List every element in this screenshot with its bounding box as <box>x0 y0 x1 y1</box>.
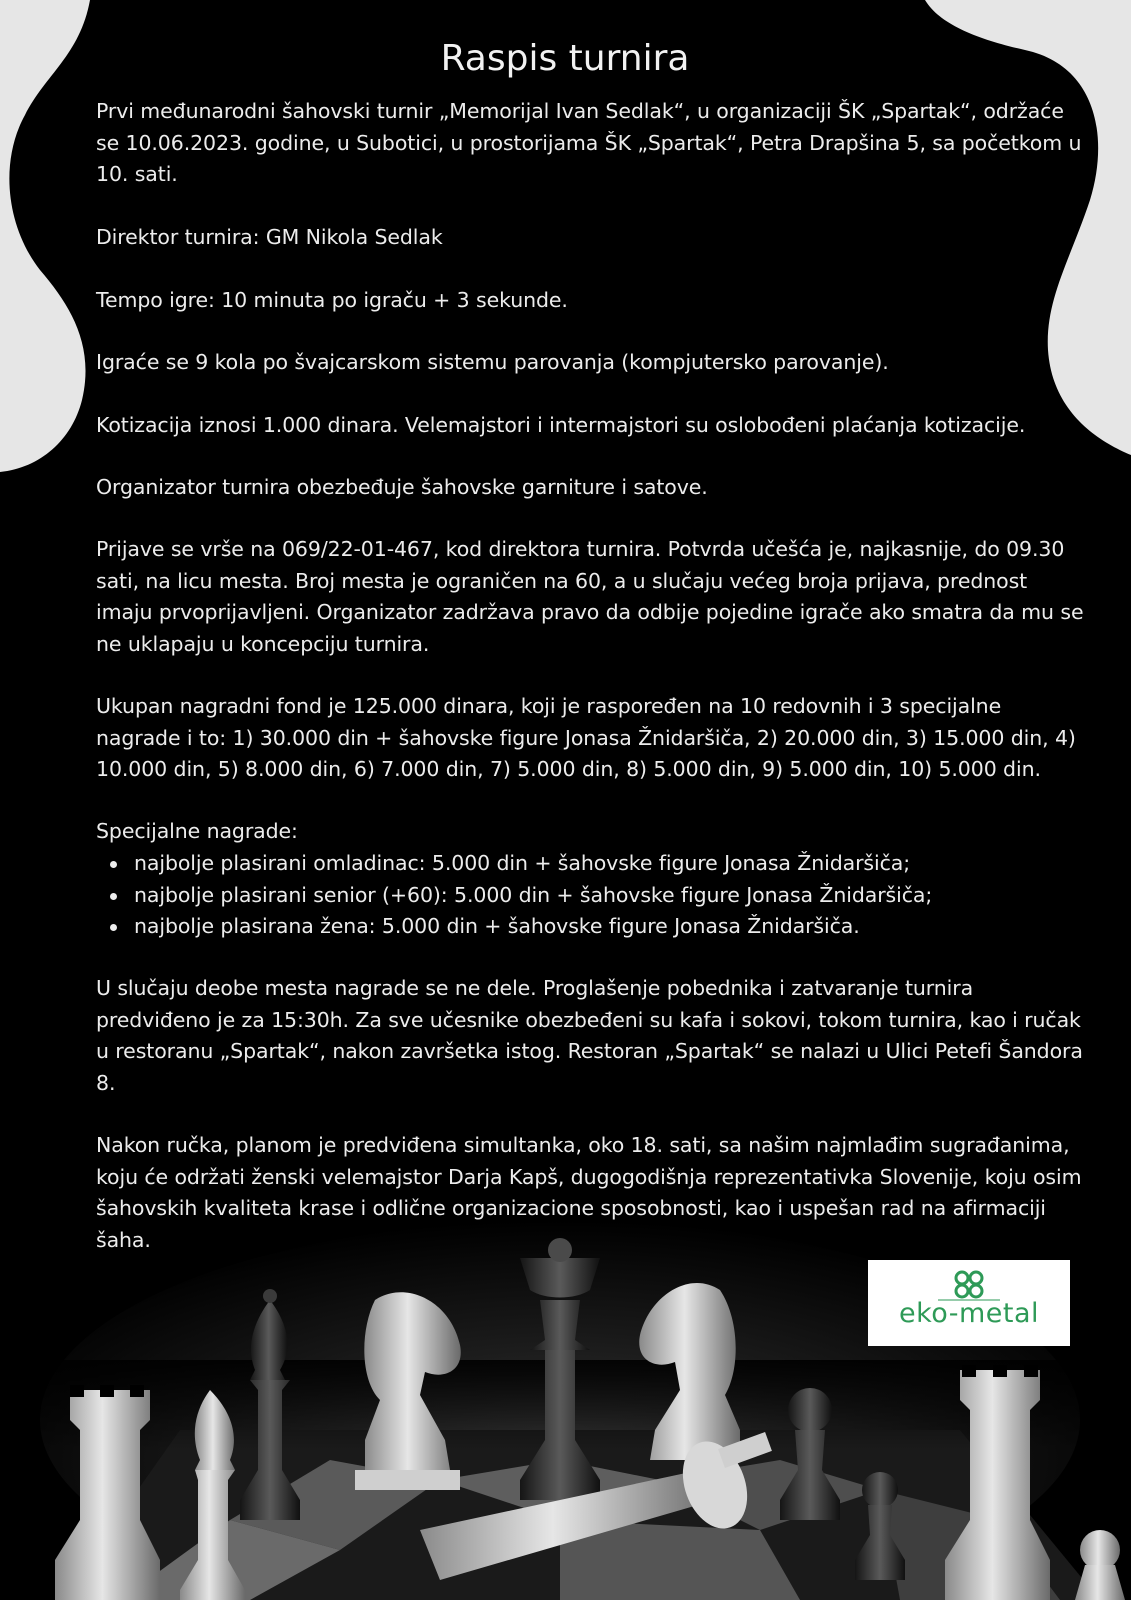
list-item: najbolje plasirani senior (+60): 5.000 din + šahovske figure Jonasa Žnidaršiča; <box>96 880 1086 912</box>
paragraph-director: Direktor turnira: GM Nikola Sedlak <box>96 225 443 249</box>
special-prizes-heading: Specijalne nagrade: <box>96 819 298 843</box>
paragraph-prizes: Ukupan nagradni fond je 125.000 dinara, koji je raspoređen na 10 redovnih i 3 specijalne nagrade i to: 1) 30.000 din + šahovske figure Jonasa Žnidaršiča, 2) 20.000 din, 3) 15.000 din, 4) 10.000 din, 5) 8.000 din, 6) 7.000 din, 7) 5.000 din, 8) 5.000 din, 9) 5.000 din, 10) 5.000 din. <box>96 694 1076 781</box>
paragraph-equipment: Organizator turnira obezbeđuje šahovske garniture i satove. <box>96 475 708 499</box>
paragraph-closing: U slučaju deobe mesta nagrade se ne dele. Proglašenje pobednika i zatvaranje turnira predviđeno je za 15:30h. Za sve učesnike obezbeđeni su kafa i sokovi, tokom turnira, kao i ručak u restoranu „Spartak“, nakon završetka istog. Restoran „Spartak“ se nalazi u Ulici Petefi Šandora 8. <box>96 976 1083 1095</box>
paragraph-rounds: Igraće se 9 kola po švajcarskom sistemu parovanja (kompjutersko parovanje). <box>96 350 889 374</box>
logo-text: eko-metal <box>898 1298 1040 1329</box>
paragraph-fee: Kotizacija iznosi 1.000 dinara. Velemajstori i intermajstori su oslobođeni plaćanja kotizacije. <box>96 413 1026 437</box>
paragraph-simul: Nakon ručka, planom je predviđena simultanka, oko 18. sati, sa našim najmlađim sugrađanima, koju će održati ženski velemajstor Darja Kapš, dugogodišnja reprezentativka Slovenije, koju osim šahovskih kvaliteta krase i odlične organizacione sposobnosti, kao i uspešan rad na afirmaciji šaha. <box>96 1133 1082 1252</box>
paragraph-tempo: Tempo igre: 10 minuta po igraču + 3 sekunde. <box>96 288 568 312</box>
list-item: najbolje plasirana žena: 5.000 din + šahovske figure Jonasa Žnidaršiča. <box>96 911 1086 943</box>
page-title: Raspis turnira <box>440 38 690 79</box>
paragraph-registration: Prijave se vrše na 069/22-01-467, kod direktora turnira. Potvrda učešća je, najkasnije, do 09.30 sati, na licu mesta. Broj mesta je ograničen na 60, a u slučaju većeg broja prijava, prednost imaju prvoprijavljeni. Organizator zadržava pravo da odbije pojedine igrače ako smatra da mu se ne uklapaju u koncepciju turnira. <box>96 537 1084 656</box>
list-item: najbolje plasirani omladinac: 5.000 din + šahovske figure Jonasa Žnidaršiča; <box>96 848 1086 880</box>
paragraph-intro: Prvi međunarodni šahovski turnir „Memorijal Ivan Sedlak“, u organizaciji ŠK „Spartak“, održaće se 10.06.2023. godine, u Subotici, u prostorijama ŠK „Spartak“, Petra Drapšina 5, sa početkom u 10. sati. <box>96 99 1082 186</box>
eko-metal-logo <box>868 1260 1070 1346</box>
special-prizes-list <box>96 848 1086 943</box>
